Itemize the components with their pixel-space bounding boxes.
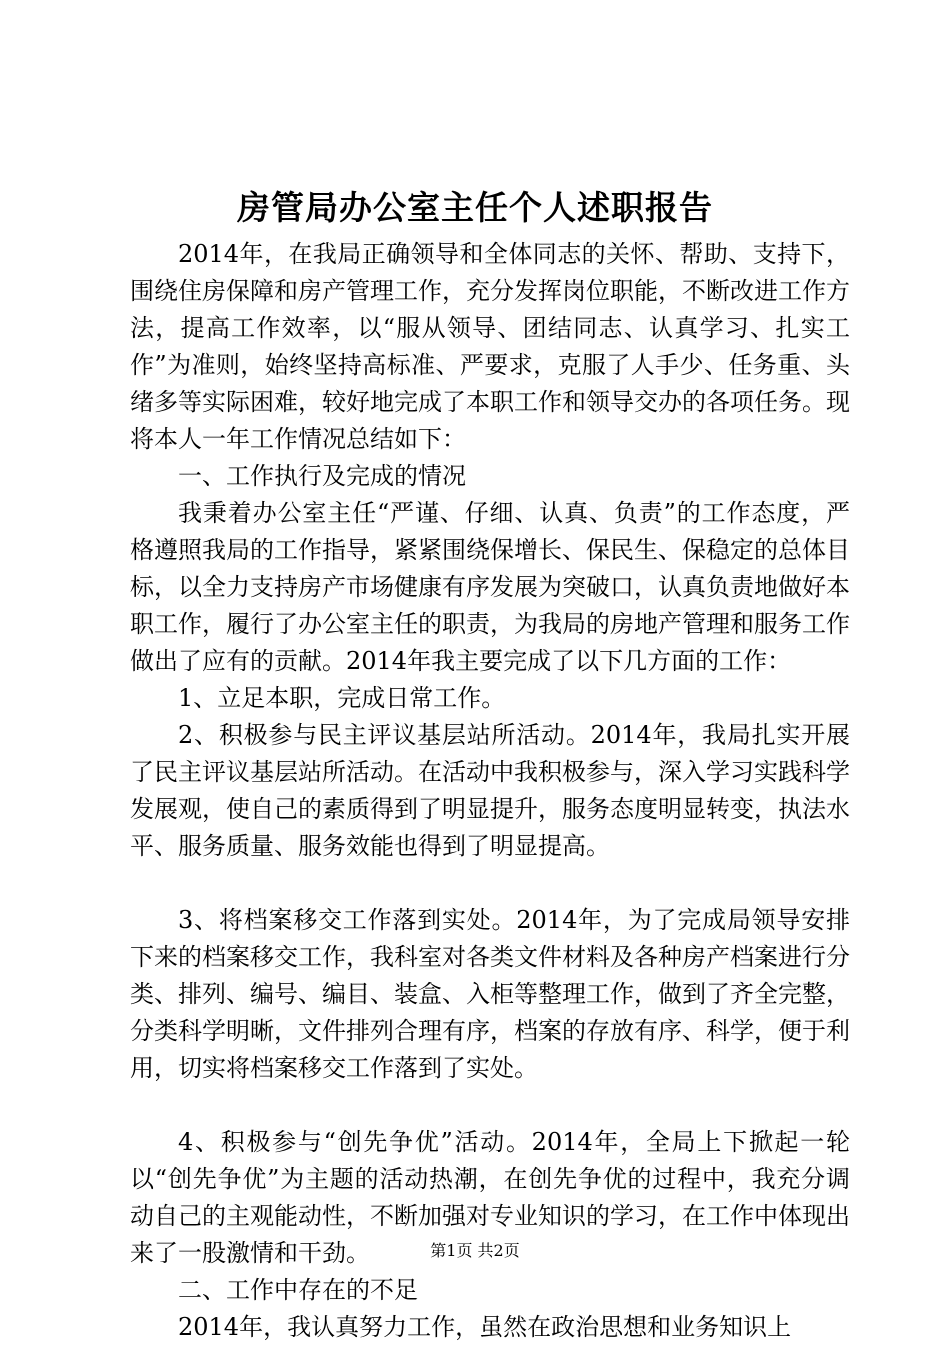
- section-heading-2: 二、工作中存在的不足: [178, 1276, 418, 1304]
- paragraph-item-3: 3、将档案移交工作落到实处。2014年，为了完成局领导安排下来的档案移交工作，我科室对各类文件材料及各种房产档案进行分类、排列、编号、编目、装盒、入柜等整理工作，做到了齐全完整，分类科学明晰，文件排列合理有序，档案的存放有序、科学，便于利用，切实将档案移交工作落到了实处。: [130, 906, 850, 1082]
- document-body: [130, 236, 850, 1346]
- paragraph-gap: [130, 1087, 850, 1124]
- paragraph-intro: 2014年，在我局正确领导和全体同志的关怀、帮助、支持下，围绕住房保障和房产管理工作，充分发挥岗位职能，不断改进工作方法，提高工作效率，以“服从领导、团结同志、认真学习、扎实工作”为准则，始终坚持高标准、严要求，克服了人手少、任务重、头绪多等实际困难，较好地完成了本职工作和领导交办的各项任务。现将本人一年工作情况总结如下：: [130, 240, 850, 453]
- paragraph-gap: [130, 865, 850, 902]
- paragraph-item-1: 1、立足本职，完成日常工作。: [178, 684, 506, 712]
- page-number-footer: 第1页 共2页: [430, 1241, 520, 1260]
- document-title: 房管局办公室主任个人述职报告: [237, 188, 713, 227]
- section-heading-1: 一、工作执行及完成的情况: [178, 462, 466, 490]
- paragraph-section-2: 2014年，我认真努力工作，虽然在政治思想和业务知识上: [178, 1313, 792, 1341]
- paragraph-item-2: 2、积极参与民主评议基层站所活动。2014年，我局扎实开展了民主评议基层站所活动。在活动中我积极参与，深入学习实践科学发展观，使自己的素质得到了明显提升，服务态度明显转变，执法水平、服务质量、服务效能也得到了明显提高。: [130, 721, 850, 860]
- paragraph-section-1: 我秉着办公室主任“严谨、仔细、认真、负责”的工作态度，严格遵照我局的工作指导，紧紧围绕保增长、保民生、保稳定的总体目标，以全力支持房产市场健康有序发展为突破口，认真负责地做好本职工作，履行了办公室主任的职责，为我局的房地产管理和服务工作做出了应有的贡献。2014年我主要完成了以下几方面的工作：: [130, 499, 850, 675]
- paragraph-item-4: 4、积极参与“创先争优”活动。2014年，全局上下掀起一轮以“创先争优”为主题的活动热潮，在创先争优的过程中，我充分调动自己的主观能动性，不断加强对专业知识的学习，在工作中体现出来了一股激情和干劲。: [130, 1128, 850, 1267]
